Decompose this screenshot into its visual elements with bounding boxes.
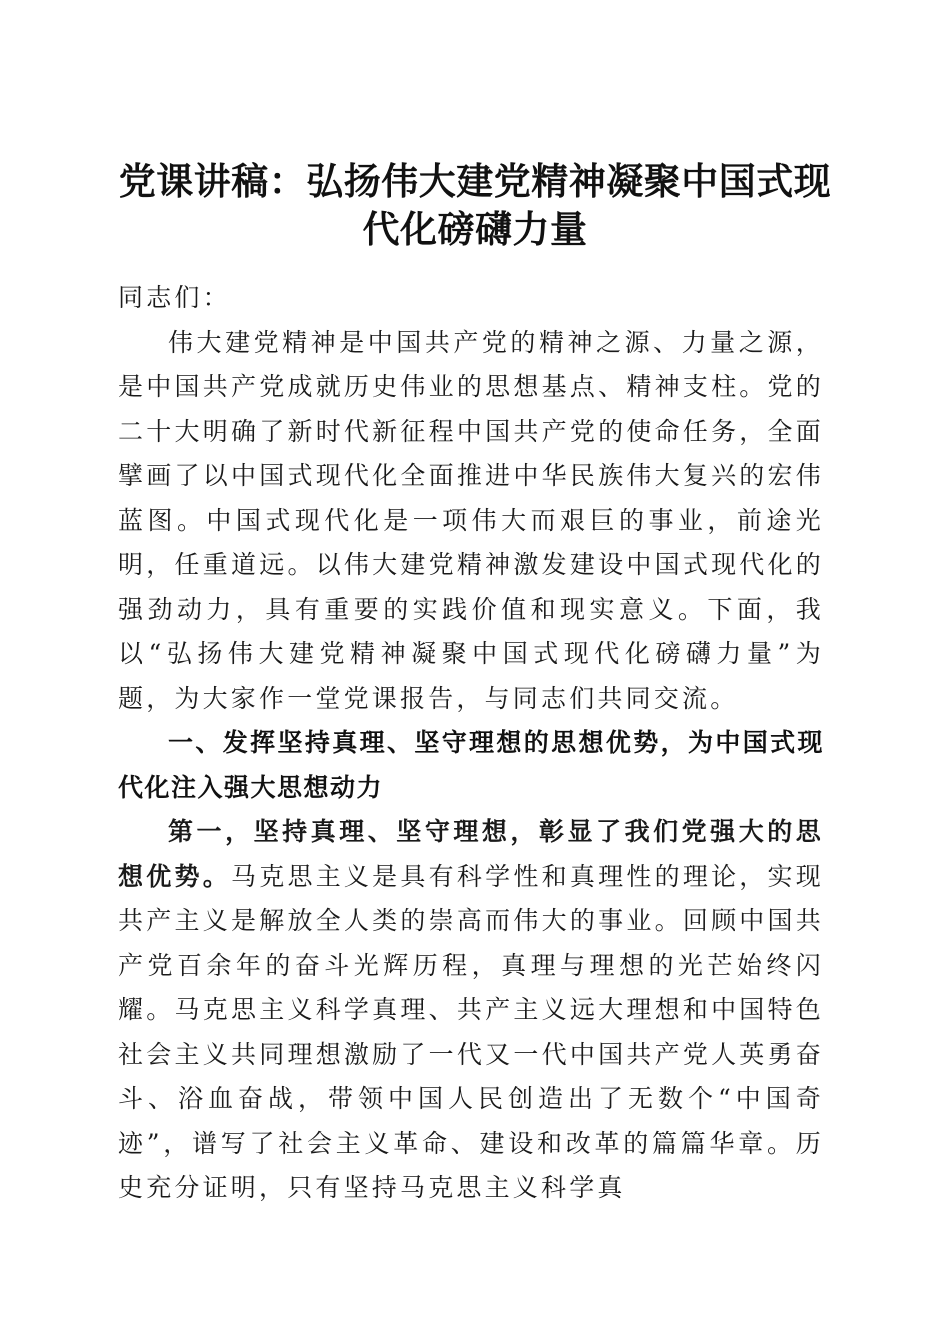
paragraph-body-text: 马克思主义是具有科学性和真理性的理论，实现共产主义是解放全人类的崇高而伟大的事业。回顾中国共产党百余年的奋斗光辉历程，真理与理想的光芒始终闪耀。马克思主义科学真理、共产主义远大理想和中国特色社会主义共同理想激励了一代又一代中国共产党人英勇奋斗、浴血奋战，带领中国人民创造出了无数个“中国奇迹”，谱写了社会主义革命、建设和改革的篇篇华章。历史充分证明，只有坚持马克思主义科学真	[118, 861, 824, 1202]
section-heading: 一、发挥坚持真理、坚守理想的思想优势，为中国式现代化注入强大思想动力	[118, 728, 824, 802]
intro-paragraph: 伟大建党精神是中国共产党的精神之源、力量之源，是中国共产党成就历史伟业的思想基点、精神支柱。党的二十大明确了新时代新征程中国共产党的使命任务，全面擘画了以中国式现代化全面推进中华民族伟大复兴的宏伟蓝图。中国式现代化是一项伟大而艰巨的事业，前途光明，任重道远。以伟大建党精神激发建设中国式现代化的强劲动力，具有重要的实践价值和现实意义。下面，我以“弘扬伟大建党精神凝聚中国式现代化磅礴力量”为题，为大家作一堂党课报告，与同志们共同交流。	[118, 327, 824, 713]
section-paragraph	[118, 810, 824, 1211]
document-body	[118, 276, 824, 1211]
document-title: 党课讲稿：弘扬伟大建党精神凝聚中国式现代化磅礴力量	[118, 158, 832, 251]
paragraph-lead-sentence: 第一，坚持真理、坚守理想，彰显了我们党强大的思想优势。	[118, 817, 824, 891]
salutation: 同志们：	[118, 283, 231, 312]
